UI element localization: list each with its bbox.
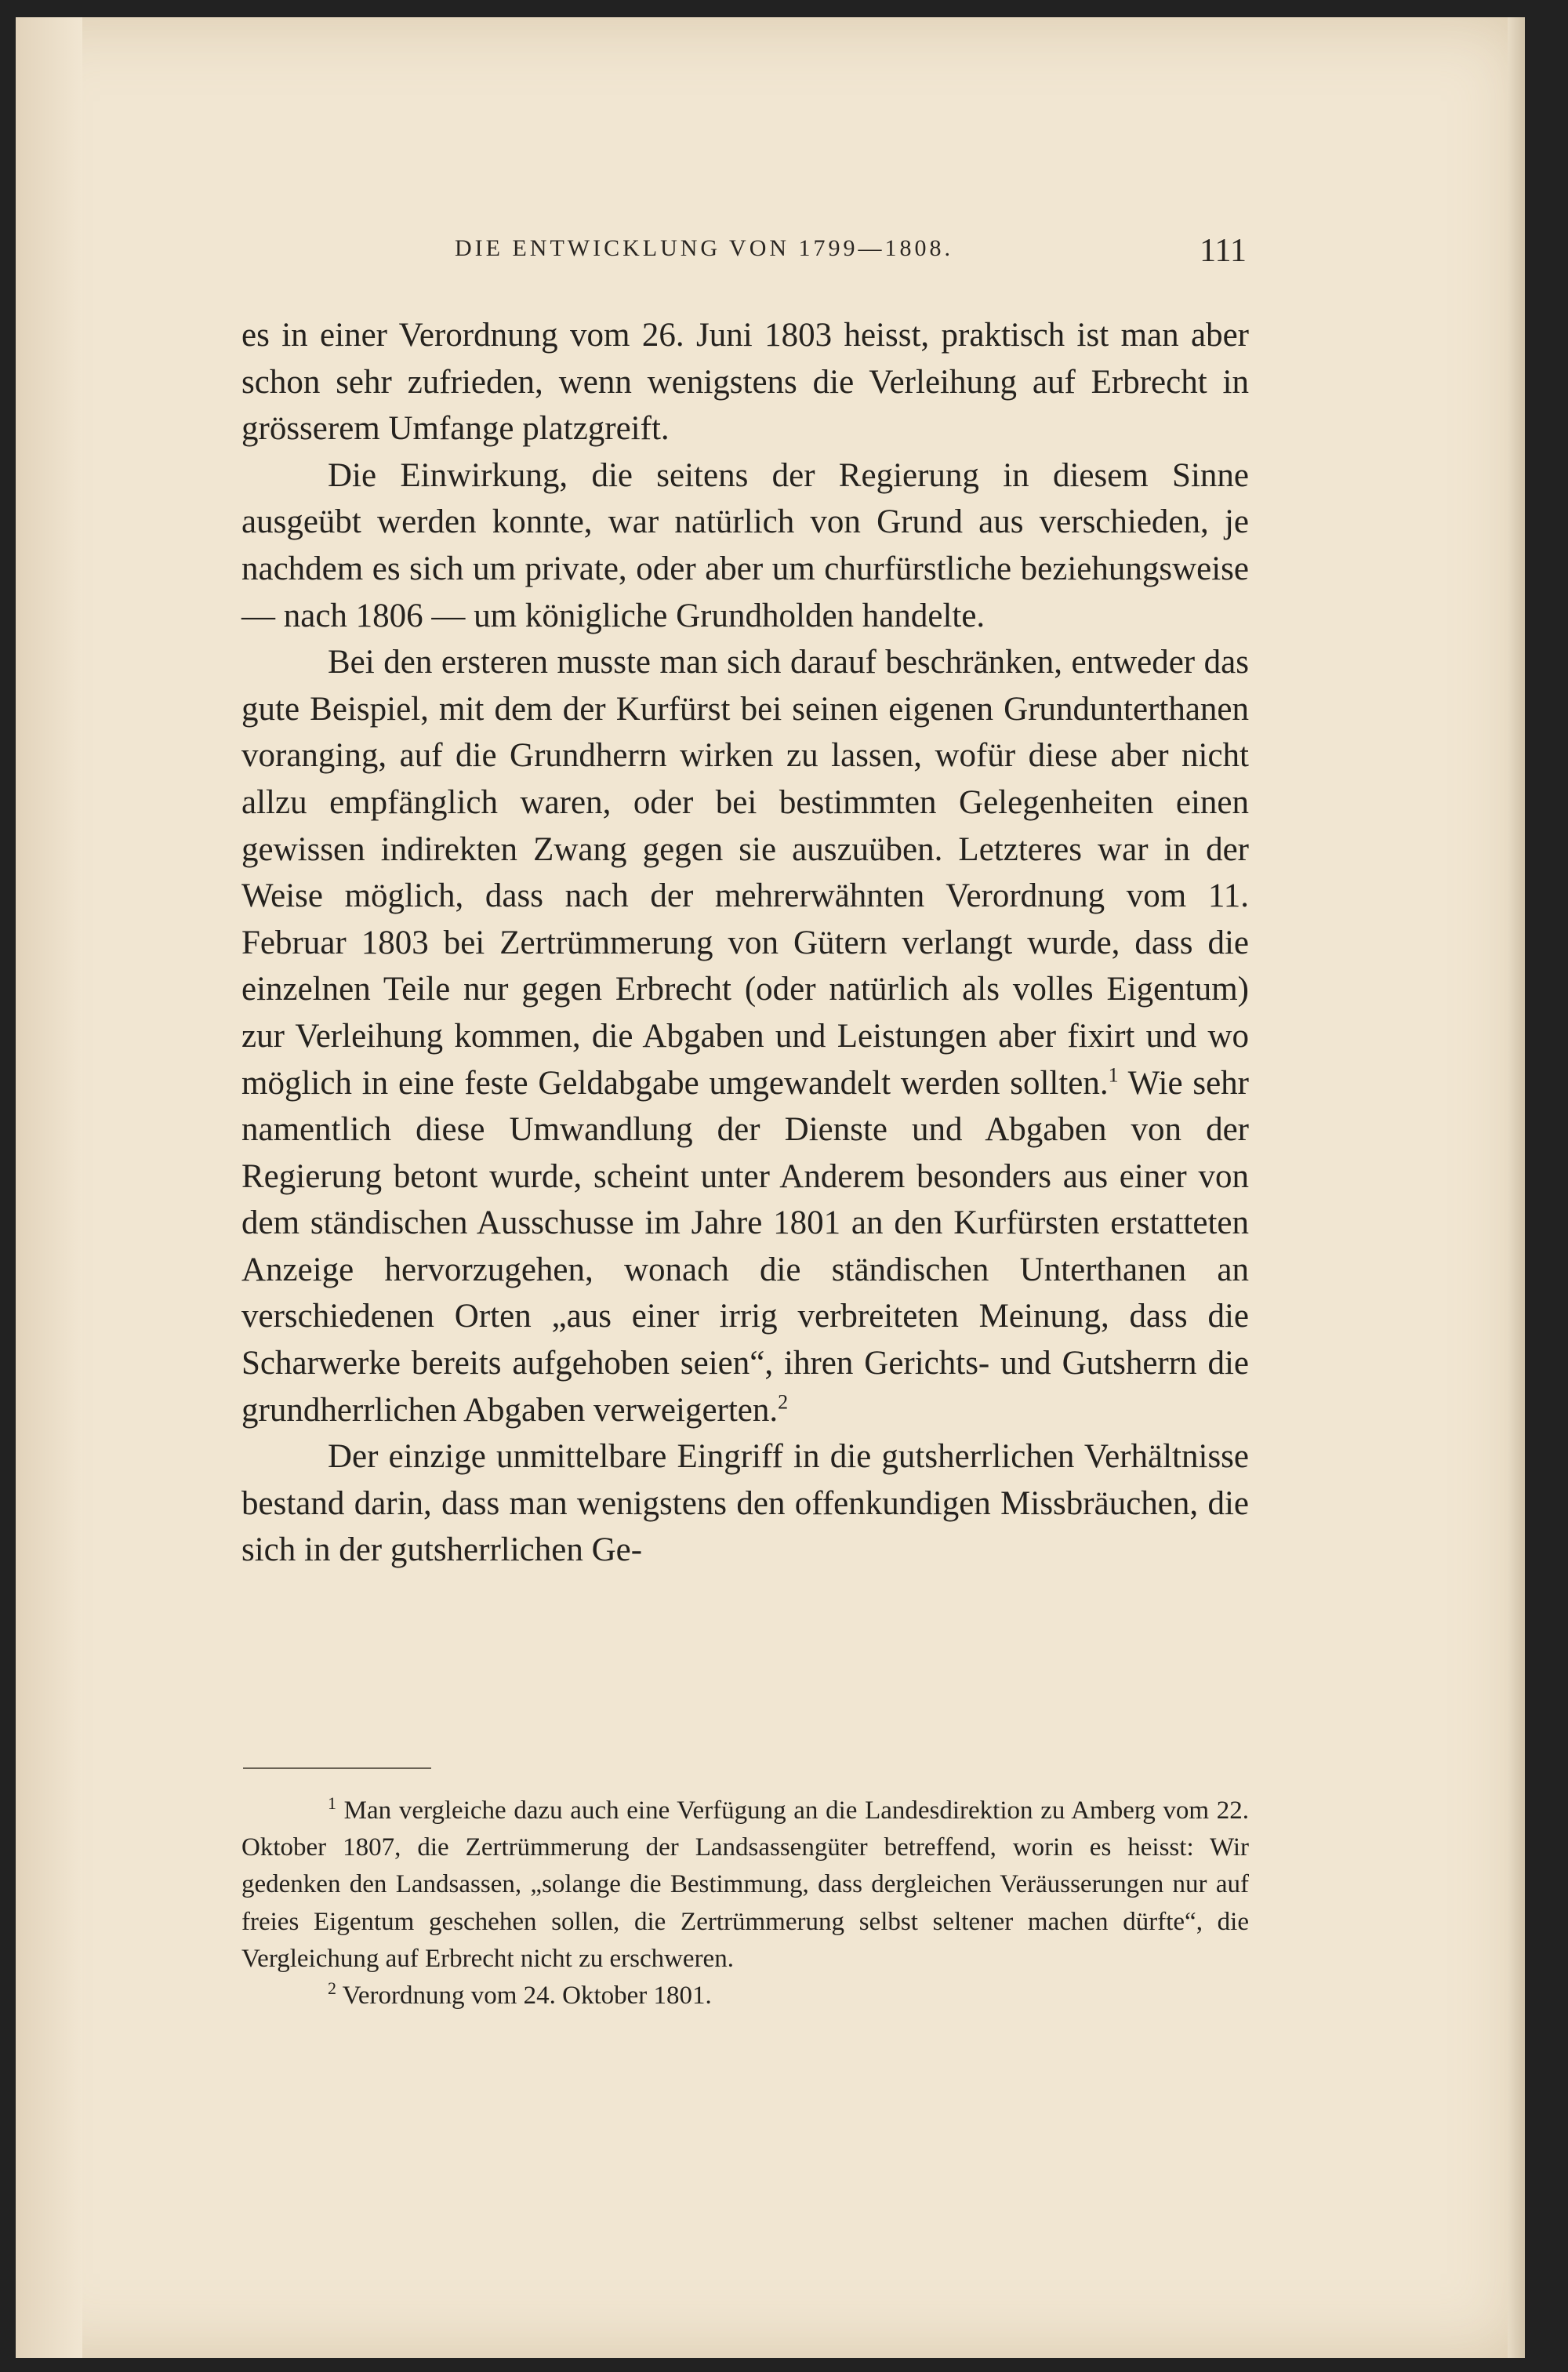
footnote-text: Man vergleiche dazu auch eine Verfügung an die Landesdirektion zu Amberg vom 22. Oktober 1807, die Zertrümmerung der Landsassengüter betreffend, worin es heisst: Wir gedenken den Landsassen, „solange die Bestimmung, dass dergleichen Veräusserungen nur auf freies Eigentum geschehen sollen, die Zertrümmerung selbst seltener machen dürfte“, die Vergleichung auf Erbrecht nicht zu erschweren. (241, 1796, 1249, 1973)
paragraph-4: Der einzige unmittelbare Eingriff in die gutsherrlichen Verhältnisse bestand darin, dass man wenigstens den offenkundigen Missbräuchen, die sich in der gutsherrlichen Ge- (241, 1438, 1249, 1569)
footnote-2 (241, 1978, 1249, 2014)
page-header (235, 235, 1247, 274)
paragraph-3-text-a: Bei den ersteren musste man sich darauf beschränken, entweder das gute Beispiel, mit dem der Kurfürst bei seinen eigenen Grundunterthanen voranging, auf die Grundherrn wirken zu lassen, wofür diese aber nicht allzu empfänglich waren, oder bei bestimmten Gelegenheiten einen gewissen indirekten Zwang gegen sie auszuüben. Letzteres war in der Weise möglich, dass nach der mehrerwähnten Verordnung vom 11. Februar 1803 bei Zertrümmerung von Gütern verlangt wurde, dass die einzelnen Teile nur gegen Erbrecht (oder natürlich als volles Eigentum) zur Verleihung kommen, die Abgaben und Leistungen aber fixirt und wo möglich in eine feste Geldabgabe umgewandelt werden sollten. (241, 644, 1249, 1102)
paragraph-3-text-b: Wie sehr namentlich diese Umwandlung der Dienste und Abgaben von der Regierung betont wurde, scheint unter Anderem besonders aus einer von dem ständischen Ausschusse im Jahre 1801 an den Kurfürsten erstatteten Anzeige hervorzugehen, wonach die ständischen Unterthanen an verschiedenen Orten „aus einer irrig verbreiteten Meinung, dass die Scharwerke bereits aufgehoben seien“, ihren Gerichts- und Gutsherrn die grundherrlichen Abgaben verweigerten. (241, 1064, 1249, 1429)
footnote-text: Verordnung vom 24. Oktober 1801. (336, 1982, 712, 2011)
page-edge (1508, 17, 1525, 2358)
footnote-reference-2: 2 (778, 1390, 789, 1414)
paragraph-3 (241, 639, 1249, 1433)
page-gutter (16, 17, 82, 2358)
footnote-marker: 2 (328, 1978, 336, 1999)
paragraph-1: es in einer Verordnung vom 26. Juni 1803 heisst, praktisch ist man aber schon sehr zufrieden, wenn wenigstens die Verleihung auf Erbrecht in grösserem Umfange platzgreift. (241, 317, 1249, 448)
paragraph-2: Die Einwirkung, die seitens der Regierung in diesem Sinne ausgeübt werden konnte, war natürlich von Grund aus verschieden, je nachdem es sich um private, oder aber um churfürstliche beziehungsweise — nach 1806 — um königliche Grundholden handelte. (241, 456, 1249, 634)
footnote-divider (243, 1767, 431, 1769)
footnote-1 (241, 1793, 1249, 1978)
running-head: DIE ENTWICKLUNG VON 1799—1808. (455, 235, 954, 261)
page-number: 111 (1200, 233, 1247, 269)
footnote-marker: 1 (328, 1793, 336, 1813)
body-text (241, 312, 1249, 1574)
footnote-reference-1: 1 (1108, 1063, 1119, 1087)
footnotes (241, 1793, 1249, 2014)
